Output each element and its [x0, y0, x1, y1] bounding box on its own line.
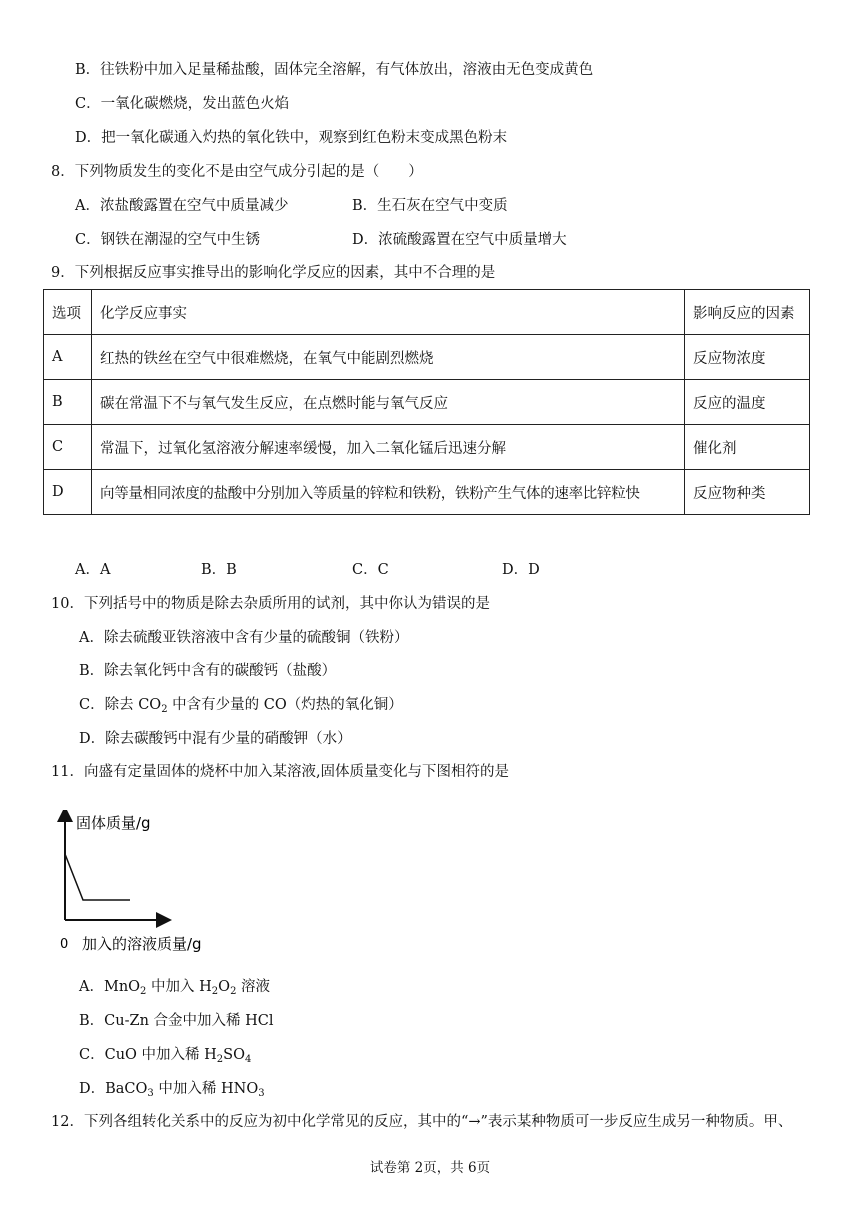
q8-option-c: C．钢铁在潮湿的空气中生锈 — [75, 232, 261, 248]
q9-stem: 9．下列根据反应事实推导出的影响化学反应的因素，其中不合理的是 — [51, 265, 496, 281]
q7-option-b: B．往铁粉中加入足量稀盐酸，固体完全溶解，有气体放出，溶液由无色变成黄色 — [75, 62, 594, 78]
q10-option-b: B．除去氧化钙中含有的碳酸钙（盐酸） — [79, 663, 337, 679]
q7-option-d: D．把一氧化碳通入灼热的氧化铁中，观察到红色粉末变成黑色粉末 — [75, 130, 508, 146]
q11-option-b: B．Cu-Zn 合金中加入稀 HCl — [79, 1013, 274, 1029]
table-cell: 反应的温度 — [685, 380, 810, 425]
table-cell: 催化剂 — [685, 425, 810, 470]
q7-option-c: C．一氧化碳燃烧，发出蓝色火焰 — [75, 96, 290, 112]
q10-option-c: C．除去 $CO_2$ 中含有少量的 CO（灼热的氧化铜） — [79, 697, 403, 715]
q10-option-d: D．除去碳酸钙中混有少量的硝酸钾（水） — [79, 731, 352, 747]
q8-stem: 8．下列物质发生的变化不是由空气成分引起的是（ ） — [51, 164, 423, 180]
table-header-row — [44, 290, 810, 335]
q11-stem: 11．向盛有定量固体的烧杯中加入某溶液,固体质量变化与下图相符的是 — [51, 764, 510, 780]
table-row — [44, 380, 810, 425]
q9-table — [43, 289, 810, 515]
table-row — [44, 335, 810, 380]
page-footer: 试卷第 2页，共 6页 — [369, 1160, 491, 1176]
x-axis-label: 加入的溶液质量/g — [82, 935, 202, 953]
table-header-cell: 选项 — [44, 290, 92, 335]
table-cell: 常温下，过氧化氢溶液分解速率缓慢，加入二氧化锰后迅速分解 — [92, 425, 685, 470]
table-header-cell: 化学反应事实 — [92, 290, 685, 335]
mass-curve — [65, 854, 130, 900]
q10-option-a: A．除去硫酸亚铁溶液中含有少量的硫酸铜（铁粉） — [79, 630, 409, 646]
table-cell: 反应物浓度 — [685, 335, 810, 380]
q11-option-d: D．BaCO$_3$ 中加入稀 $HNO_3$ — [79, 1081, 265, 1099]
table-cell: 反应物种类 — [685, 470, 810, 515]
q9-option-a: A．A — [75, 562, 111, 578]
table-cell: A — [44, 335, 92, 380]
table-header-cell: 影响反应的因素 — [685, 290, 810, 335]
q11-mass-graph — [48, 810, 228, 960]
q8-option-b: B．生石灰在空气中变质 — [352, 198, 508, 214]
table-cell: B — [44, 380, 92, 425]
q11-option-c: C．CuO 中加入稀 $H_2SO_4$ — [79, 1047, 252, 1065]
q9-option-d: D．D — [502, 562, 540, 578]
q12-stem: 12．下列各组转化关系中的反应为初中化学常见的反应，其中的“→”表示某种物质可一步反应生成另一种物质。甲、 — [51, 1114, 793, 1130]
table-cell: C — [44, 425, 92, 470]
table-cell: 碳在常温下不与氧气发生反应，在点燃时能与氧气反应 — [92, 380, 685, 425]
origin-label: 0 — [60, 937, 69, 952]
table-row — [44, 470, 810, 515]
q9-option-b: B．B — [201, 562, 237, 578]
q11-option-a: A．MnO$_2$ 中加入 $H_2O_2$ 溶液 — [79, 979, 271, 997]
q10-stem: 10．下列括号中的物质是除去杂质所用的试剂，其中你认为错误的是 — [51, 596, 490, 612]
table-cell: D — [44, 470, 92, 515]
table-row — [44, 425, 810, 470]
y-axis-label: 固体质量/g — [76, 814, 151, 832]
q9-option-c: C．C — [352, 562, 389, 578]
table-cell: 红热的铁丝在空气中很难燃烧，在氧气中能剧烈燃烧 — [92, 335, 685, 380]
q8-option-d: D．浓硫酸露置在空气中质量增大 — [352, 232, 567, 248]
table-cell: 向等量相同浓度的盐酸中分别加入等质量的锌粒和铁粉，铁粉产生气体的速率比锌粒快 — [92, 470, 685, 515]
q8-option-a: A．浓盐酸露置在空气中质量减少 — [75, 198, 289, 214]
